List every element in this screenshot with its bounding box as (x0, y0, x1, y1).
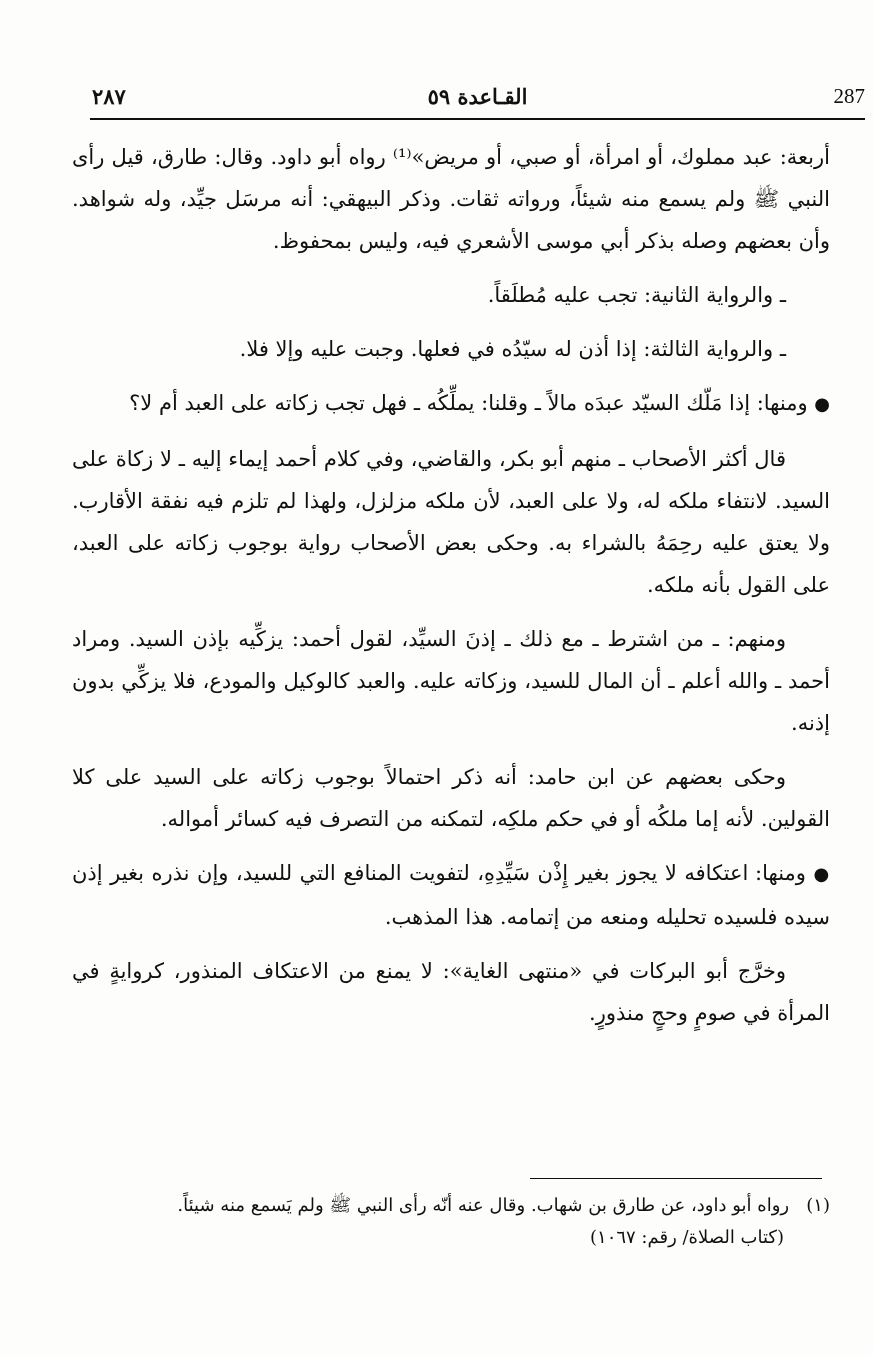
footnote-divider (530, 1178, 822, 1179)
paragraph: ـ والرواية الثالثة: إذا أذن له سيّدُه في فعلها. وجبت عليه وإلا فلا. (239, 337, 786, 361)
paragraph: ـ والرواية الثانية: تجب عليه مُطلَقاً. (487, 283, 786, 307)
footnote-text: رواه أبو داود، عن طارق بن شهاب. وقال عنه أنّه رأى النبي ﷺ ولم يَسمع منه شيئاً. (177, 1195, 790, 1216)
paragraph: وحكى بعضهم عن ابن حامد: أنه ذكر احتمالاً بوجوب زكاته على السيد على كلا القولين. لأنه إما ملكُه أو في حكم ملكِه، لتمكنه من التصرف فيه كسائر أمواله. (72, 765, 830, 831)
bullet-icon: ● (814, 394, 830, 415)
footnote-reference: (كتاب الصلاة/ رقم: ١٠٦٧) (590, 1227, 784, 1248)
bullet-icon: ● (813, 864, 830, 885)
paragraph-text: ومنها: إذا مَلّك السيّد عبدَه مالاً ـ وقلنا: يملِّكُه ـ فهل تجب زكاته على العبد أم لا؟ (129, 391, 808, 415)
paragraph: قال أكثر الأصحاب ـ منهم أبو بكر، والقاضي، وفي كلام أحمد إيماء إليه ـ لا زكاة على السيد. لانتفاء ملكه له، ولا على العبد، لأن ملكه مزلزل، ولهذا لم تلزم فيه نفقة الأقارب. ولا يعتق عليه رحِمَهُ بالشراء به. وحكى بعض الأصحاب رواية بوجوب زكاته على العبد، على القول بأنه ملكه. (72, 447, 830, 597)
paragraph (72, 382, 830, 426)
paragraph: أربعة: عبد مملوك، أو امرأة، أو صبي، أو مريض»⁽¹⁾ رواه أبو داود. وقال: طارق، قيل رأى النبي ﷺ ولم يسمع منه شيئاً، ورواته ثقات. وذكر البيهقي: أنه مرسَل جيِّد، وله شواهد. وأن بعضهم وصله بذكر أبي موسى الأشعري فيه، وليس بمحفوظ. (72, 145, 830, 253)
paragraph (72, 852, 830, 938)
paragraph: وخرَّج أبو البركات في «منتهى الغاية»: لا يمنع من الاعتكاف المنذور، كروايةٍ في المرأة في صومٍ وحجٍ منذورٍ. (72, 959, 830, 1025)
running-title: القـاعدة ٥٩ (427, 84, 528, 109)
page-header (90, 78, 865, 120)
footnote-marker: (١) (806, 1195, 830, 1216)
footnote-line (72, 1190, 830, 1222)
paragraph-text: ومنها: اعتكافه لا يجوز بغير إِذْن سَيِّدِهِ، لتفويت المنافع التي للسيد، وإن نذره بغير إذن سيده فلسيده تحليله ومنعه من إتمامه. هذا المذهب. (72, 861, 830, 929)
paragraph: ومنهم: ـ من اشترط ـ مع ذلك ـ إذنَ السيِّد، لقول أحمد: يزكِّيه بإذن السيد. ومراد أحمد ـ والله أعلم ـ أن المال للسيد، وزكاته عليه. والعبد كالوكيل والمودع، فلا يزكِّي بدون إذنه. (72, 627, 830, 735)
page-number-latin: 287 (833, 84, 865, 108)
footnote (72, 1190, 830, 1254)
page-number-arabic: ٢٨٧ (92, 84, 126, 109)
main-text (72, 136, 830, 1046)
